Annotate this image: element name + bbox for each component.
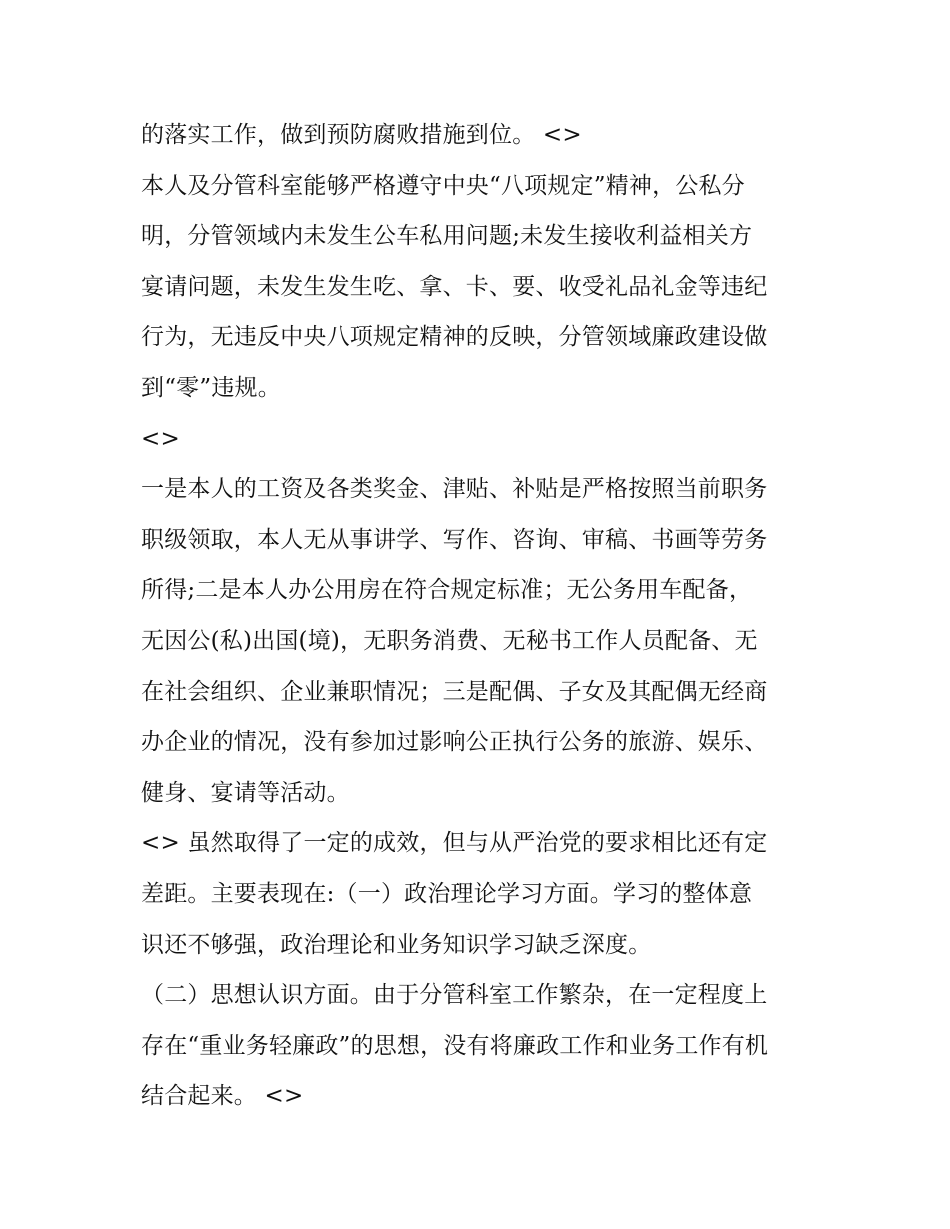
text-line: 在社会组织、企业兼职情况；三是配偶、子女及其配偶无经商 (141, 678, 768, 705)
text-line: 明，分管领域内未发生公车私用问题;未发生接收利益相关方 (141, 223, 753, 250)
text-line: 宴请问题，未发生发生吃、拿、卡、要、收受礼品礼金等违纪 (141, 273, 768, 300)
text-line: 一是本人的工资及各类奖金、津贴、补贴是严格按照当前职务 (141, 476, 768, 503)
text-line: 健身、宴请等活动。 (141, 779, 350, 806)
text-line: 行为，无违反中央八项规定精神的反映，分管领域廉政建设做 (141, 324, 768, 351)
text-line: 结合起来。 <> (141, 1083, 304, 1110)
text-line: 无因公(私)出国(境)，无职务消费、无秘书工作人员配备、无 (141, 627, 758, 654)
text-line: 存在“重业务轻廉政”的思想，没有将廉政工作和业务工作有机 (141, 1032, 769, 1059)
text-line: （二）思想认识方面。由于分管科室工作繁杂，在一定程度上 (141, 982, 768, 1009)
text-line: <> (141, 425, 180, 452)
text-line: 的落实工作，做到预防腐败措施到位。 <> (141, 122, 582, 148)
document-body (141, 110, 821, 1122)
text-line: 办企业的情况，没有参加过影响公正执行公务的旅游、娱乐、 (141, 729, 768, 756)
text-line: 所得;二是本人办公用房在符合规定标准；无公务用车配备， (141, 577, 753, 604)
text-line: <> 虽然取得了一定的成效，但与从严治党的要求相比还有定 (141, 830, 768, 857)
text-line: 本人及分管科室能够严格遵守中央“八项规定”精神，公私分 (141, 172, 745, 199)
text-line: 识还不够强，政治理论和业务知识学习缺乏深度。 (141, 931, 652, 958)
text-line: 到“零”违规。 (141, 374, 281, 401)
text-line: 差距。主要表现在:（一）政治理论学习方面。学习的整体意 (141, 880, 753, 907)
text-line: 职级领取，本人无从事讲学、写作、咨询、审稿、书画等劳务 (141, 526, 768, 553)
